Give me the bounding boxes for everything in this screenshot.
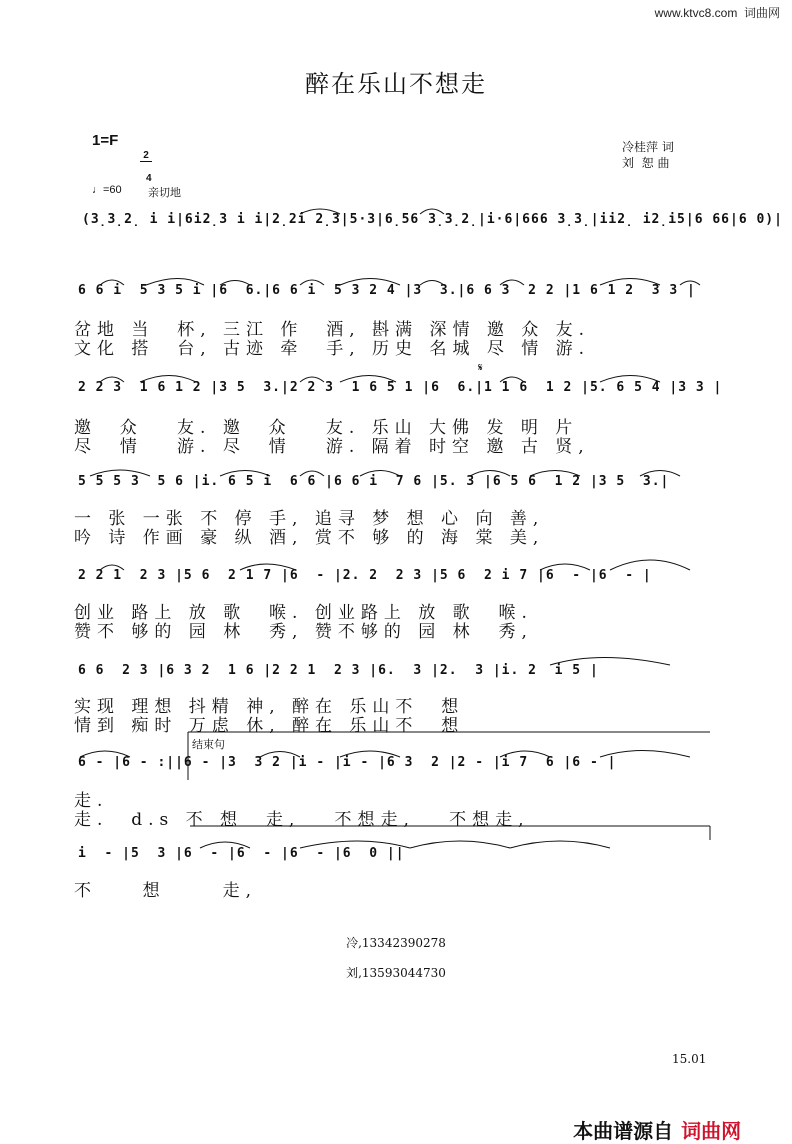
lyric-verse-2: 情到 痴时 万虑 休, 醉在 乐山不 想 bbox=[74, 716, 465, 736]
song-title: 醉在乐山不想走 bbox=[305, 70, 487, 98]
coda-label: 结束句 bbox=[192, 739, 225, 751]
lyricist-credit: 冷桂萍 词 bbox=[622, 140, 674, 154]
version-label: 15.01 bbox=[672, 1052, 707, 1066]
composer-credit: 刘 恕 曲 bbox=[622, 156, 670, 170]
lyric-verse-2: 赞不 够的 园 林 秀, 赞不够的 园 林 秀, bbox=[74, 622, 533, 642]
lyric-verse-2: 尽 情 游. 尽 情 游. 隔着 时空 邀 古 贤, bbox=[74, 437, 590, 457]
staff-line-3: 5 5 5 3 5 6 |i. 6 5 i 6 6 |6 6 i 7 6 |5. 3 |6 5 6 1 2 |3 5 3.| bbox=[78, 474, 670, 489]
lyric-verse-1: 一 张 一张 不 停 手, 追寻 梦 想 心 向 善, bbox=[74, 509, 545, 529]
lyric-verse-1: 岔地 当 杯, 三江 作 酒, 斟满 深情 邀 众 友. bbox=[74, 320, 591, 340]
expression-marking: 亲切地 bbox=[148, 187, 181, 199]
staff-line-4: 2 2 1 2 3 |5 6 2 1 7 |6 - |2. 2 2 3 |5 6 2 i 7 |6 - |6 - | bbox=[78, 568, 652, 583]
source-prefix: 本曲谱源自 bbox=[573, 1121, 674, 1143]
time-denominator: 4 bbox=[146, 173, 152, 184]
lyric-verse-1: 实现 理想 抖精 神, 醉在 乐山不 想 bbox=[74, 697, 465, 717]
lyric-verse-1: 创业 路上 放 歌 喉. 创业路上 放 歌 喉. bbox=[74, 603, 533, 623]
staff-line-5: 6 6 2 3 |6 3 2 1 6 |2 2 1 2 3 |6. 3 |2. 3 |i. 2 i 5 | bbox=[78, 663, 599, 678]
source-site-link[interactable]: 词曲网 bbox=[681, 1121, 742, 1143]
staff-line-7: i - |5 3 |6 - |6 - |6 - |6 0 || bbox=[78, 846, 405, 861]
contact-line: 冷,13342390278 bbox=[346, 936, 446, 950]
staff-line-6: 6 - |6 - :||6 - |3 3 2 |i - |i - |6 3 2 |2 - |i 7 6 |6 - | bbox=[78, 755, 617, 770]
staff-line-1: 6 6 i 5 3 5 i |6 6.|6 6 i 5 3 2 4 |3 3.|6 6 3 2 2 |1 6 1 2 3 3 | bbox=[78, 283, 696, 298]
time-numerator: 2 bbox=[140, 150, 152, 162]
tempo-marking: ♩=60 bbox=[92, 184, 122, 196]
lyric-verse-1: 邀 众 友. 邀 众 友. 乐山 大佛 发 明 片 bbox=[74, 418, 579, 438]
contact-line: 刘,13593044730 bbox=[346, 966, 446, 980]
lyric-verse-2: 文化 搭 台, 古迹 牵 手, 历史 名城 尽 情 游. bbox=[74, 339, 591, 359]
staff-line-2: 2 2 3 1 6 1 2 |3 5 3.|2 2 3 1 6 5 1 |6 6.|1 1 6 1 2 |5. 6 5 4 |3 3 | bbox=[78, 380, 723, 395]
lyric-verse-2: 吟 诗 作画 豪 纵 酒, 赏不 够 的 海 棠 美, bbox=[74, 528, 545, 548]
staff-line-intro: (3̣3̣2̣ i i|6i2̣3 i i|2̣2i 2̣3|5·3|6̣56 3̣3̣2̣|i·6|666 3̣3̣|ii2̣ i2̣i5|6 66|6 0)| bbox=[82, 212, 783, 227]
lyric-verse-1: 不 想 走, bbox=[74, 881, 258, 901]
lyric-verse-2: 走. d.s 不 想 走, 不想走, 不想走, bbox=[74, 810, 530, 830]
key-signature: 1=F bbox=[92, 132, 119, 149]
lyric-verse-1: 走. bbox=[74, 791, 109, 811]
segno-sign: 𝄋 bbox=[478, 362, 483, 374]
watermark: www.ktvc8.com 词曲网 bbox=[654, 6, 780, 20]
source-footer bbox=[562, 1092, 741, 1144]
